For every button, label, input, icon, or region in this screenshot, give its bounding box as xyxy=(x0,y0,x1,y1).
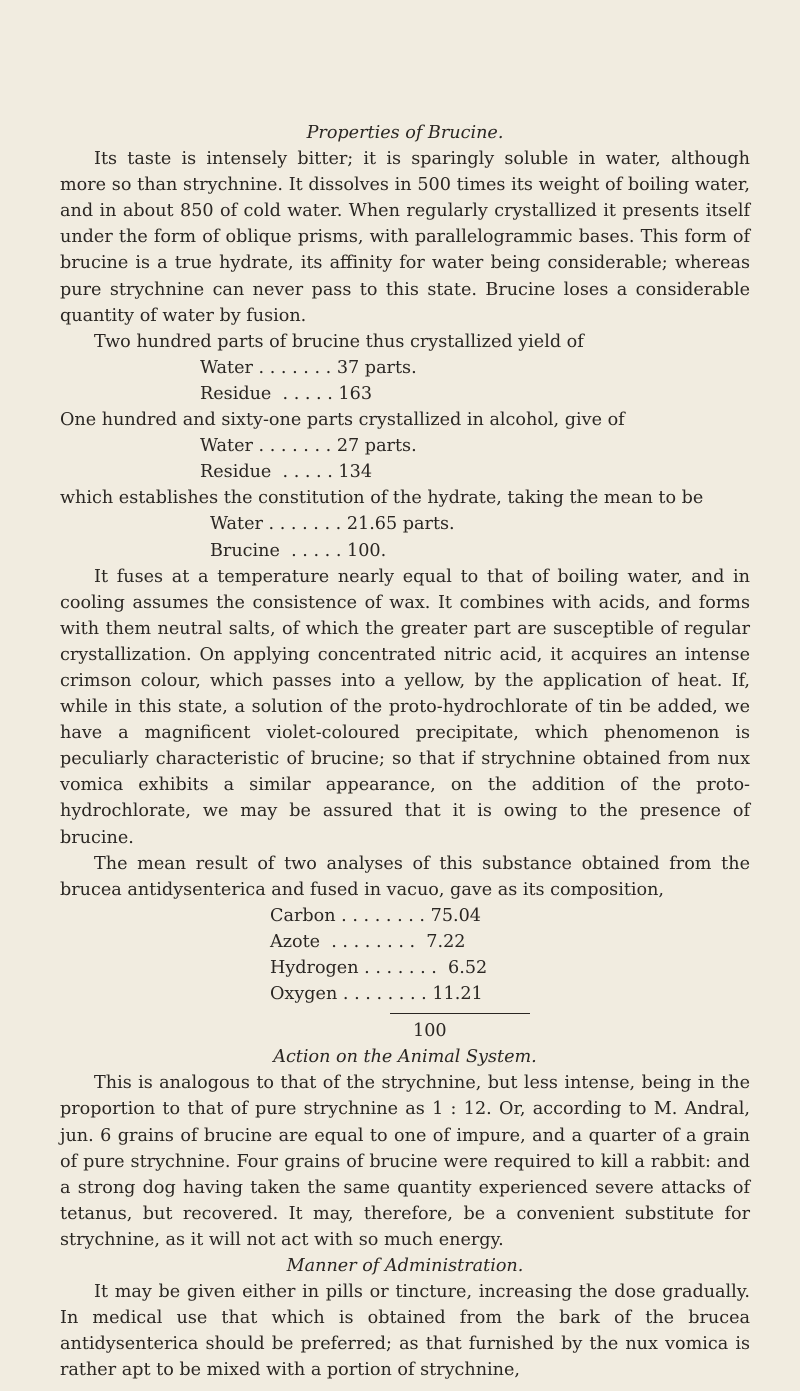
table-row: Carbon . . . . . . . . 75.04 xyxy=(270,905,481,926)
table-row: Brucine . . . . . 100. xyxy=(210,540,387,561)
table-alcohol-water xyxy=(60,433,750,485)
paragraph-2: Two hundred parts of brucine thus crystallized yield of xyxy=(94,331,584,352)
paragraph-6: The mean result of two analyses of this substance obtained from the brucea antidysenterica and fused in vacuo, gave as its composition, xyxy=(60,853,750,900)
composition-table xyxy=(60,903,750,1007)
paragraph-8: It may be given either in pills or tincture, increasing the dose gradually. In medical use that which is obtained from the bark of the brucea antidysenterica should be preferred; as that furnished by the nux vomica is rather apt to be mixed with a portion of strychnine, xyxy=(60,1282,750,1381)
section-heading-action: Action on the Animal System. xyxy=(273,1047,537,1068)
section-heading-manner: Manner of Administration. xyxy=(286,1256,524,1277)
paragraph-1: Its taste is intensely bitter; it is sparingly soluble in water, although more so than strychnine. It dissolves in 500 times its weight of boiling water, and in about 850 of cold water. When regularly crystallized it presents itself under the form of oblique prisms, with parallelogrammic bases. This form of brucine is a true hydrate, its affinity for water being considerable; whereas pure strychnine can never pass to this state. Brucine loses a considerable quantity of water by fusion. xyxy=(60,149,750,326)
table-row: Oxygen . . . . . . . . 11.21 xyxy=(270,984,483,1005)
table-row: Residue . . . . . 134 xyxy=(200,462,373,483)
running-heading: Properties of Brucine. xyxy=(306,123,504,143)
table-crystallized-water xyxy=(60,355,750,407)
table-mean-hydrate xyxy=(60,511,750,563)
paragraph-7: This is analogous to that of the strychnine, but less intense, being in the proportion to that of pure strychnine as 1 : 12. Or, according to M. Andral, jun. 6 grains of brucine are equal to one of impure, and a quarter of a grain of pure strychnine. Four grains of brucine were required to kill a rabbit: and a strong dog having taken the same quantity experienced severe attacks of tetanus, but recovered. It may, therefore, be a convenient substitute for strychnine, as it will not act with so much energy. xyxy=(60,1073,750,1250)
composition-total: 100 xyxy=(413,1021,447,1042)
table-row: Water . . . . . . . 37 parts. xyxy=(200,357,417,378)
table-row: Water . . . . . . . 21.65 parts. xyxy=(210,514,455,535)
page-text xyxy=(60,120,750,1384)
table-row: Water . . . . . . . 27 parts. xyxy=(200,436,417,457)
sum-rule xyxy=(390,1013,530,1014)
paragraph-4: which establishes the constitution of the hydrate, taking the mean to be xyxy=(60,488,704,509)
table-row: Residue . . . . . 163 xyxy=(200,383,373,404)
table-row: Azote . . . . . . . . 7.22 xyxy=(270,931,466,952)
paragraph-5: It fuses at a temperature nearly equal to that of boiling water, and in cooling assumes the consistence of wax. It combines with acids, and forms with them neutral salts, of which the greater part are susceptible of regular crystallization. On applying concentrated nitric acid, it acquires an intense crimson colour, which passes into a yellow, by the application of heat. If, while in this state, a solution of the proto-hydrochlorate of tin be added, we have a magnificent violet-coloured precipitate, which phenomenon is peculiarly characteristic of brucine; so that if strychnine obtained from nux vomica exhibits a similar appearance, on the addition of the proto-hydrochlorate, we may be assured that it is owing to the presence of brucine. xyxy=(60,566,750,848)
paragraph-3: One hundred and sixty-one parts crystallized in alcohol, give of xyxy=(60,410,625,431)
table-row: Hydrogen . . . . . . . 6.52 xyxy=(270,958,488,978)
